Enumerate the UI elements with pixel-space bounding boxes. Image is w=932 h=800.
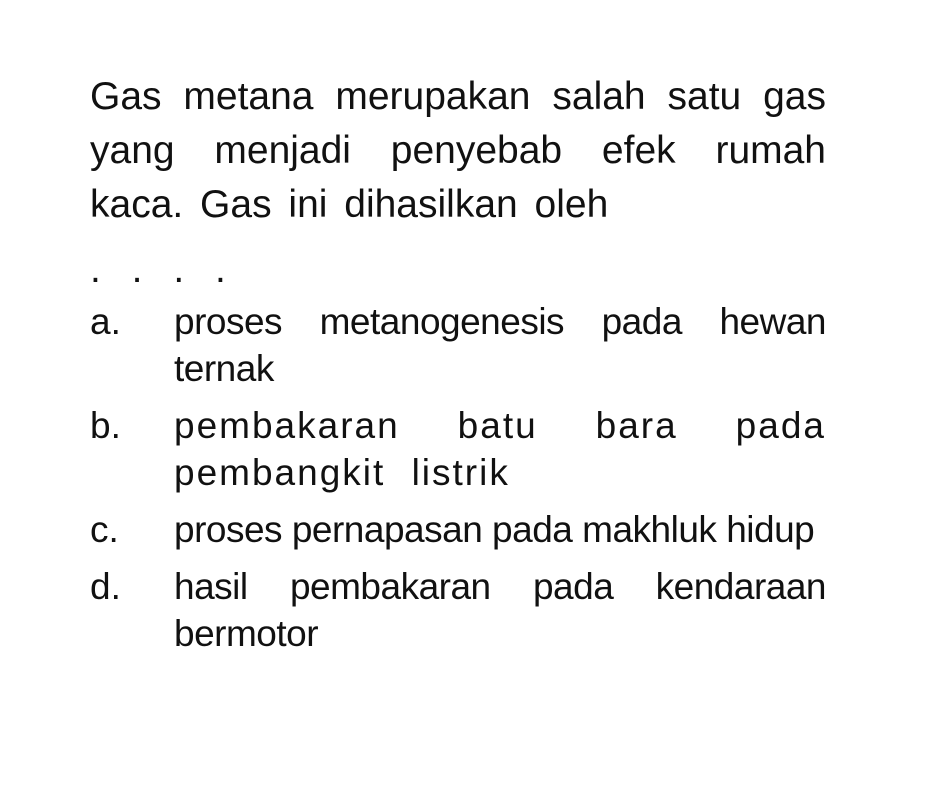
option-text: proses pernapasan pada makhluk hidup [174,509,815,550]
option-letter: c. [90,509,119,550]
option-a [90,298,826,392]
option-text: pembakaran batu bara pada pembangkit listrik [174,405,826,493]
option-text: hasil pembakaran pada kendaraan bermotor [174,566,826,654]
option-letter: d. [90,566,121,607]
option-c [90,506,826,553]
option-text: proses metanogenesis pada hewan ternak [174,301,826,389]
option-b [90,402,826,496]
answer-options [90,298,826,667]
option-letter: a. [90,301,121,342]
option-letter: b. [90,405,121,446]
answer-blank: . . . . [90,248,236,291]
option-d [90,563,826,657]
question-text: Gas metana merupakan salah satu gas yang menjadi penyebab efek rumah kaca. Gas ini dihasilkan oleh [90,75,826,226]
